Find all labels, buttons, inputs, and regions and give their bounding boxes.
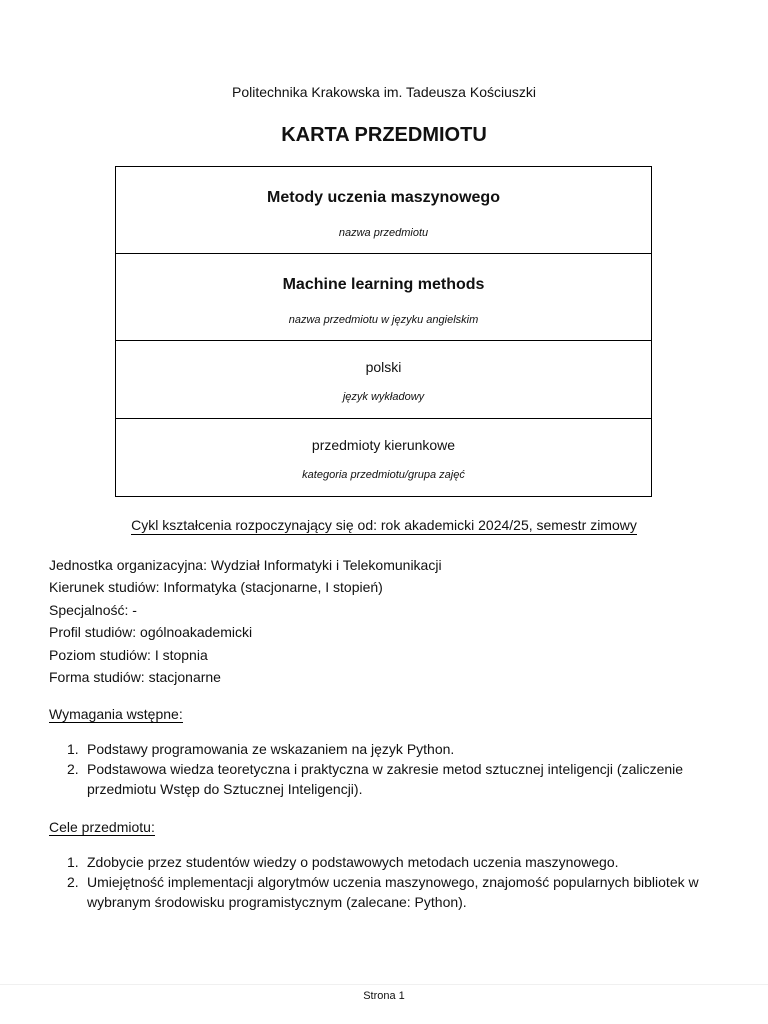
- info-specialty: Specjalność: -: [49, 601, 137, 618]
- course-card-table: [115, 166, 652, 497]
- university-name: Politechnika Krakowska im. Tadeusza Kościuszki: [232, 84, 536, 100]
- info-level: Poziom studiów: I stopnia: [49, 646, 208, 663]
- language-value: polski: [365, 359, 402, 375]
- list-item: 1. Podstawy programowania ze wskazaniem na język Python.: [67, 741, 455, 757]
- education-cycle: [0, 517, 768, 533]
- language-row: [116, 341, 651, 419]
- study-info: [49, 554, 442, 688]
- category-value: przedmioty kierunkowe: [311, 437, 456, 453]
- course-name-en: Machine learning methods: [282, 276, 485, 293]
- course-name-en-row: [116, 254, 651, 341]
- list-item-text: Podstawowa wiedza teoretyczna i praktyczna w zakresie metod sztucznej inteligencji (zaliczenie przedmiotu Wstęp do Sztucznej Inteligencji).: [87, 761, 684, 797]
- list-item: 2. Umiejętność implementacji algorytmów uczenia maszynowego, znajomość popularnych bibliotek w wybranym środowisku programistycznym (zalecane: Python).: [67, 874, 699, 910]
- requirements-heading-text: Wymagania wstępne:: [49, 706, 183, 722]
- info-form: Forma studiów: stacjonarne: [49, 669, 221, 686]
- info-field: Kierunek studiów: Informatyka (stacjonarne, I stopień): [49, 579, 383, 596]
- document-title: KARTA PRZEDMIOTU: [281, 124, 487, 146]
- list-item: 2. Podstawowa wiedza teoretyczna i praktyczna w zakresie metod sztucznej inteligencji (zaliczenie przedmiotu Wstęp do Sztucznej Inteligencji).: [67, 761, 684, 797]
- goals-heading-text: Cele przedmiotu:: [49, 819, 155, 835]
- requirements-heading: [49, 706, 183, 722]
- list-item-text: Umiejętność implementacji algorytmów uczenia maszynowego, znajomość popularnych bibliotek w wybranym środowisku programistycznym (zalecane: Python).: [87, 874, 699, 910]
- course-name-en-caption: nazwa przedmiotu w języku angielskim: [288, 314, 479, 326]
- language-caption: język wykładowy: [342, 391, 425, 403]
- course-name: Metody uczenia maszynowego: [267, 189, 500, 206]
- education-cycle-text: Cykl kształcenia rozpoczynający się od: rok akademicki 2024/25, semestr zimowy: [131, 517, 637, 533]
- info-profile: Profil studiów: ogólnoakademicki: [49, 624, 253, 641]
- goals-list: [65, 852, 725, 912]
- footer-divider: [0, 984, 768, 985]
- goals-heading: [49, 819, 155, 835]
- category-row: [116, 419, 651, 496]
- course-name-caption: nazwa przedmiotu: [338, 227, 429, 239]
- requirements-list: [65, 739, 725, 799]
- category-caption: kategoria przedmiotu/grupa zajęć: [302, 469, 465, 481]
- list-item-text: Zdobycie przez studentów wiedzy o podstawowych metodach uczenia maszynowego.: [87, 854, 619, 870]
- list-item-text: Podstawy programowania ze wskazaniem na język Python.: [87, 741, 455, 757]
- info-unit: Jednostka organizacyjna: Wydział Informatyki i Telekomunikacji: [49, 557, 442, 573]
- page-number: Strona 1: [363, 990, 405, 1002]
- course-name-row: [116, 167, 651, 254]
- list-item: 1. Zdobycie przez studentów wiedzy o podstawowych metodach uczenia maszynowego.: [67, 854, 619, 870]
